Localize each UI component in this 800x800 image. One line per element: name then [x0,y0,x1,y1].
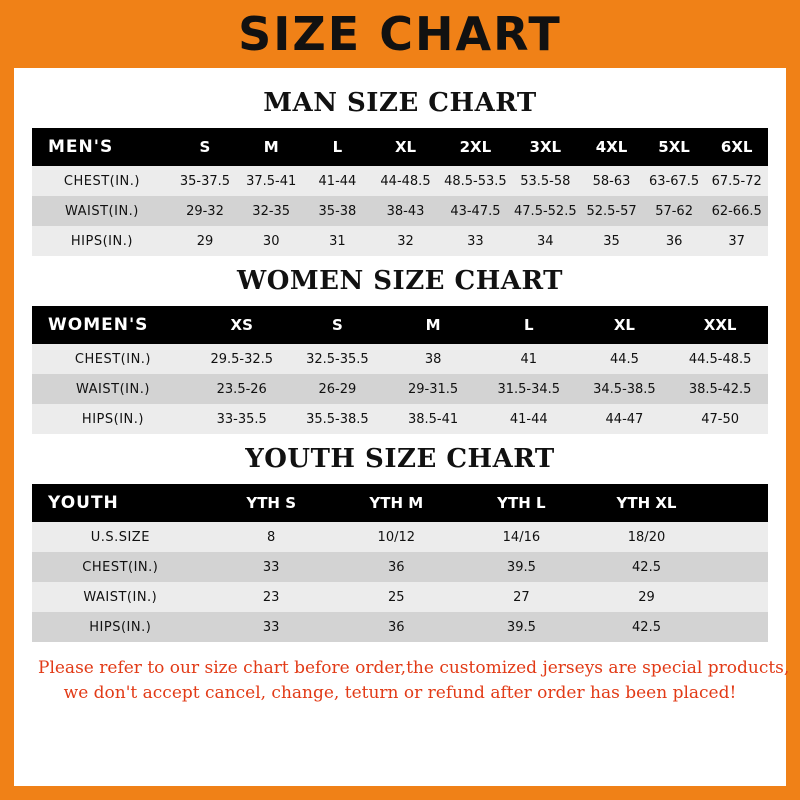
header-cell: YTH XL [616,494,677,512]
cell: 33-35.5 [194,404,290,434]
header-cell: XXL [703,316,737,334]
footer-note [32,642,790,705]
man-size-table [32,128,768,256]
chart-content [14,68,790,705]
cell: 37.5-41 [238,166,304,196]
row-label: WAIST(IN.) [32,582,209,612]
table-row [32,166,768,196]
cell: 14/16 [459,522,584,552]
cell: 25 [334,582,459,612]
header-cell: YTH L [497,494,546,512]
header-cell: MEN'S [48,137,114,157]
header-cell: 4XL [595,138,628,156]
cell: 32.5-35.5 [290,344,386,374]
header-cell: 6XL [720,138,753,156]
cell: 42.5 [584,552,709,582]
cell: 35-38 [304,196,370,226]
cell: 63-67.5 [643,166,706,196]
cell: 38.5-41 [385,404,481,434]
cell: 33 [209,612,334,642]
cell: 36 [334,552,459,582]
cell: 18/20 [584,522,709,552]
cell: 53.5-58 [510,166,580,196]
cell: 44.5 [577,344,673,374]
cell: 29-32 [172,196,238,226]
cell: 44-47 [577,404,673,434]
row-label: WAIST(IN.) [32,196,172,226]
header-cell: L [523,316,534,334]
table-row [32,196,768,226]
table-row [32,226,768,256]
table-row [32,374,768,404]
cell: 38-43 [371,196,441,226]
row-label: CHEST(IN.) [32,166,172,196]
cell: 48.5-53.5 [440,166,510,196]
cell: 39.5 [459,612,584,642]
cell: 35.5-38.5 [290,404,386,434]
header-cell: S [199,138,211,156]
header-cell: YOUTH [48,493,119,513]
table-row [32,344,768,374]
row-label: CHEST(IN.) [32,552,209,582]
cell: 35-37.5 [172,166,238,196]
page-title: SIZE CHART [238,7,562,61]
header-banner [0,0,800,68]
row-label: HIPS(IN.) [32,612,209,642]
cell: 52.5-57 [580,196,643,226]
cell: 26-29 [290,374,386,404]
cell: 23 [209,582,334,612]
header-cell: M [425,316,441,334]
table-row [32,522,768,552]
cell: 44-48.5 [371,166,441,196]
cell: 41-44 [481,404,577,434]
cell: 35 [580,226,643,256]
cell: 31.5-34.5 [481,374,577,404]
youth-section-title: YOUTH SIZE CHART [245,444,555,474]
cell: 36 [334,612,459,642]
row-label: WAIST(IN.) [32,374,194,404]
cell: 42.5 [584,612,709,642]
cell: 10/12 [334,522,459,552]
women-section-title: WOMEN SIZE CHART [237,266,563,296]
cell: 36 [643,226,706,256]
women-size-table [32,306,768,434]
table-header-row [32,306,768,344]
header-cell: YTH M [369,494,424,512]
cell: 37 [705,226,768,256]
header-cell: 2XL [459,138,492,156]
cell: 33 [209,552,334,582]
cell: 44.5-48.5 [672,344,768,374]
footer-note-line-1: Please refer to our size chart before order,the customized jerseys are special products, [38,658,790,678]
header-cell: M [263,138,279,156]
cell: 43-47.5 [440,196,510,226]
cell: 57-62 [643,196,706,226]
cell-spacer [709,612,768,642]
cell: 41-44 [304,166,370,196]
cell-spacer [709,582,768,612]
man-section-title: MAN SIZE CHART [263,88,537,118]
cell: 23.5-26 [194,374,290,404]
header-cell: XS [230,316,253,334]
header-cell: L [332,138,343,156]
header-cell: 3XL [529,138,562,156]
cell: 39.5 [459,552,584,582]
table-header-row [32,128,768,166]
cell: 38 [385,344,481,374]
cell: 47.5-52.5 [510,196,580,226]
youth-size-table [32,484,768,642]
table-header-row [32,484,768,522]
cell: 47-50 [672,404,768,434]
table-row [32,612,768,642]
cell: 8 [209,522,334,552]
cell: 32 [371,226,441,256]
cell: 32-35 [238,196,304,226]
footer-note-line-2: we don't accept cancel, change, teturn or refund after order has been placed! [63,682,737,703]
header-cell: XL [394,138,417,156]
header-cell: S [332,316,343,334]
cell-spacer [709,522,768,552]
table-row [32,582,768,612]
cell: 31 [304,226,370,256]
cell: 34 [510,226,580,256]
header-cell: WOMEN'S [48,315,149,335]
table-row [32,552,768,582]
header-cell: YTH S [246,494,297,512]
row-label: U.S.SIZE [32,522,209,552]
cell: 41 [481,344,577,374]
table-row [32,404,768,434]
header-cell: XL [613,316,635,334]
cell: 58-63 [580,166,643,196]
row-label: HIPS(IN.) [32,404,194,434]
cell: 67.5-72 [705,166,768,196]
header-cell-spacer [709,484,768,522]
cell: 33 [440,226,510,256]
cell: 34.5-38.5 [577,374,673,404]
cell-spacer [709,552,768,582]
cell: 38.5-42.5 [672,374,768,404]
row-label: CHEST(IN.) [32,344,194,374]
cell: 29 [172,226,238,256]
cell: 29-31.5 [385,374,481,404]
cell: 29 [584,582,709,612]
row-label: HIPS(IN.) [32,226,172,256]
header-cell: 5XL [658,138,690,156]
cell: 29.5-32.5 [194,344,290,374]
cell: 27 [459,582,584,612]
cell: 30 [238,226,304,256]
cell: 62-66.5 [705,196,768,226]
